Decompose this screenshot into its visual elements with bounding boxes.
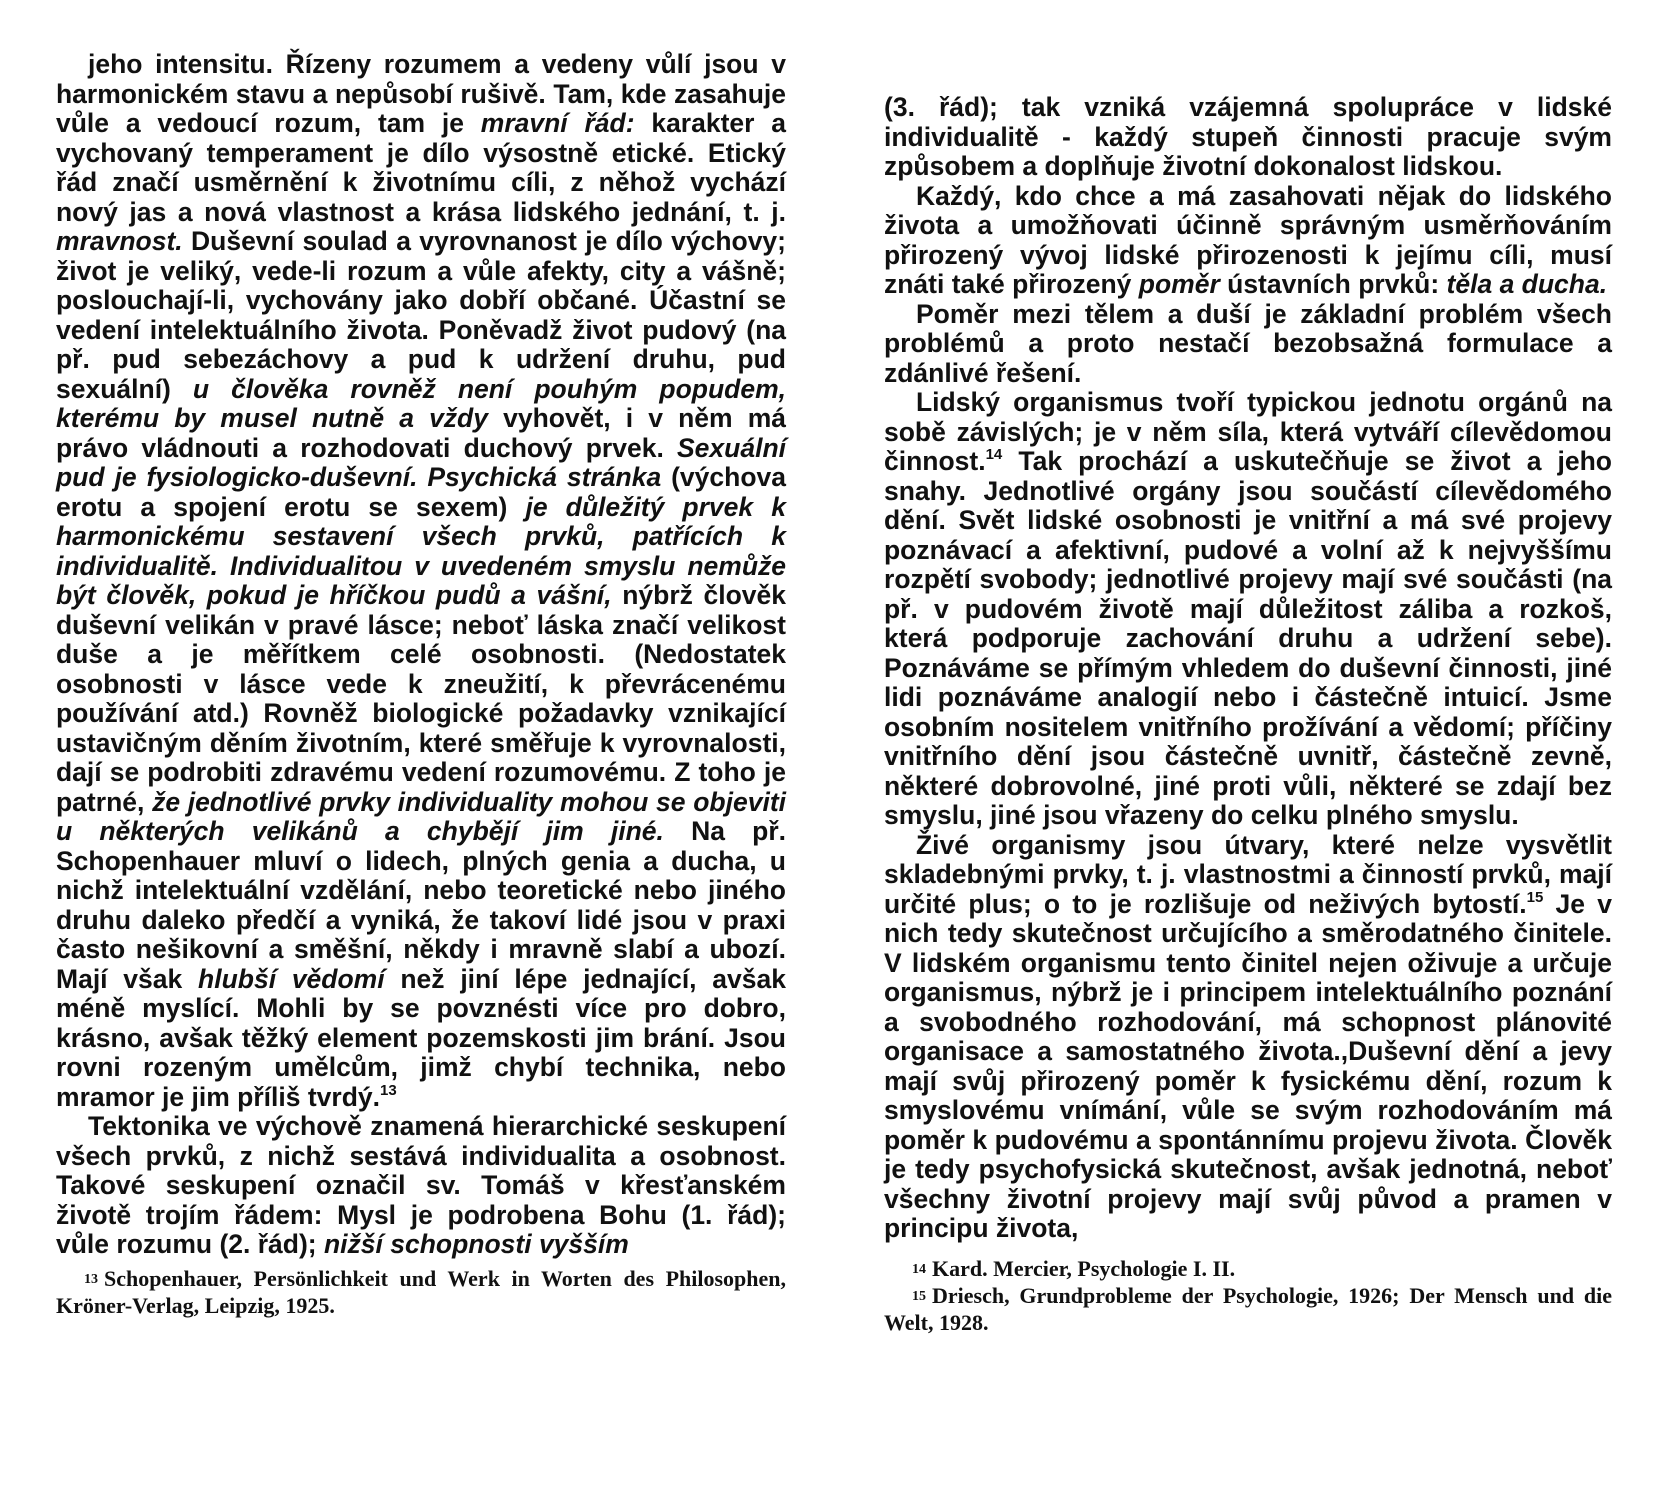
paragraph [884,388,1612,831]
text-run: než jiní lépe jednající, avšak méně myslící. Mohli by se povznésti více pro dobro, krásno, avšak těžký element pozemskosti jim brání. Jsou rovni rozeným umělcům, jimž chybí technika, nebo mramor je jim příliš tvrdý. [56,963,787,1112]
paragraph [884,93,1612,182]
text-run: Duševní soulad a vyrovnanost je dílo výchovy; život je veliký, vede-li rozum a vůle afekty, city a vášně; poslouchají-li, vychovány jako dobří občané. Účastní se vedení intelektuálního života. Poněvadž život pudový (na př. pud sebezáchovy a pud k udržení druhu, pud sexuální) [56,226,786,404]
left-body-text [56,50,786,1260]
footnote-reference: 15 [1526,888,1544,906]
emphasized-text: hlubší vědomí [198,963,385,994]
paragraph [56,1112,786,1260]
text-run: Tektonika ve výchově znamená hierarchické seskupení všech prvků, z nichž sestává individualita a osobnost. Takové seskupení označil sv. Tomáš v křesťanském životě trojím řádem: Mysl je podrobena Bohu (1. řád); vůle rozumu (2. řád); [56,1111,786,1259]
emphasized-text: u člověka rovněž není pouhým popudem, kterému by musel nutně a vždy [56,373,786,433]
right-footnotes [884,1256,1612,1336]
text-run: Na př. Schopenhauer mluví o lidech, plných genia a ducha, u nichž intelektuální vzdělání, nebo teoretické nebo jiného druhu daleko předčí a vyniká, že takoví lidé jsou v praxi často nešikovní a směšní, někdy i mravně slabí a ubozí. Mají však [56,816,786,994]
text-run: karakter a vychovaný temperament je dílo výsostně etické. Etický řád značí usměrnění k životnímu cíli, z něhož vychází nový jas a nová vlastnost a krása lidského jednání, t. j. [56,108,786,227]
footnote-reference: 14 [985,446,1003,463]
footnote-number: 13 [84,1271,98,1287]
footnote [884,1256,1612,1283]
text-run: Lidský organismus tvoří typickou jednotu orgánů na sobě závislých; je v něm síla, která vytváří cílevědomou činnost. [884,387,1612,476]
text-run: Poměr mezi tělem a duší je základní problém všech problémů a proto nestačí bezobsažná formulace a zdánlivé řešení. [884,298,1612,388]
text-run: Tak prochází a uskutečňuje se život a jeho snahy. Jednotlivé orgány jsou součástí cílevědomého dění. Svět lidské osobnosti je vnitřní a má své projevy poznávací a afektivní, pudové a volní až k nejvyššímu rozpětí svobody; jednotlivé projevy mají své součásti (na př. v pudovém životě mají důležitost záliba a rozkoš, která podporuje zachování druhu a udržení sebe). Poznáváme se přímým vhledem do duševní činnosti, jiné lidi poznáváme analogií nebo i částečně intuicí. Jsme osobním nositelem vnitřního prožívání a vědomí; příčiny vnitřního dění jsou částečně uvnitř, částečně zevně, některé dobrovolné, jiné proti vůli, některé se zdají bez smyslu, jiné jsou vřazeny do celku plného smyslu. [884,446,1612,830]
footnote-text: Schopenhauer, Persönlichkeit und Werk in Worten des Philosophen, Kröner-Verlag, Leipzig, 1925. [56,1265,786,1318]
right-page-column [884,93,1612,1336]
footnote-text: Kard. Mercier, Psychologie I. II. [932,1255,1236,1281]
emphasized-text: mravní řád: [480,108,635,138]
text-run: nýbrž člověk duševní velikán v pravé lásce; neboť láska značí velikost duše a je měřítkem celé osobnosti. (Nedostatek osobnosti v lásce vede k zneužití, k převrácenému používání atd.) Rovněž biologické požadavky vznikající ustavičným děním životním, které směřuje k vyrovnalosti, dají se podrobiti zdravému vedení rozumovému. Z toho je patrné, [56,580,786,817]
emphasized-text: mravnost. [56,226,183,256]
footnote-reference: 13 [380,1081,397,1099]
left-page-column [56,50,786,1319]
footnote-number: 14 [912,1261,926,1277]
right-body-text [884,93,1612,1244]
text-run: ústavních prvků: [1219,269,1447,299]
paragraph [884,831,1612,1244]
text-run: Živé organismy jsou útvary, které nelze vysvětlit skladebnými prvky, t. j. vlastnostmi a činností prvků, mají určité plus; o to je rozlišuje od neživých bytostí. [884,829,1612,919]
footnote [884,1283,1612,1336]
emphasized-text: je důležitý prvek k harmonickému sestavení všech prvků, patřících k individualitě. Individualitou v uvedeném smyslu nemůže být člověk, pokud je hříčkou pudů a vášní, [56,491,786,610]
emphasized-text: Sexuální pud je fysiologicko-duševní. Psychická stránka [56,432,786,492]
paragraph [56,50,786,1112]
emphasized-text: že jednotlivé prvky individuality mohou se objeviti u některých velikánů a chybějí jim jiné. [56,786,787,846]
text-run: (výchova erotu a spojení erotu se sexem) [56,462,786,522]
text-run: (3. řád); tak vzniká vzájemná spolupráce v lidské individualitě - každý stupeň činnosti pracuje svým způsobem a doplňuje životní dokonalost lidskou. [884,92,1612,181]
left-footnotes [56,1266,786,1319]
emphasized-text: těla a ducha. [1446,269,1608,299]
emphasized-text: nižší schopnosti vyšším [323,1229,629,1259]
paragraph [884,300,1612,389]
text-run: jeho intensitu. Řízeny rozumem a vedeny vůlí jsou v harmonickém stavu a nepůsobí rušivě. Tam, kde zasahuje vůle a vedoucí rozum, tam je [56,49,786,138]
footnote-text: Driesch, Grundprobleme der Psychologie, 1926; Der Mensch und die Welt, 1928. [884,1282,1612,1335]
footnote-number: 15 [912,1288,926,1304]
paragraph [884,182,1612,300]
emphasized-text: poměr [1138,269,1220,299]
text-run: vyhovět, i v něm má právo vládnouti a rozhodovati duchový prvek. [56,403,786,463]
text-run: Každý, kdo chce a má zasahovati nějak do lidského života a umožňovati účinně správným usměrňováním přirozený vývoj lidské přirozenosti k jejímu cíli, musí znáti také přirozený [884,180,1612,299]
text-run: Je v nich tedy skutečnost určujícího a směrodatného činitele. V lidském organismu tento činitel nejen oživuje a určuje organismus, nýbrž je i principem intelektuálního poznání a svobodného rozhodování, má schopnost plánovité organisace a samostatného života.,Duševní dění a jevy mají svůj přirozený poměr k fysickému dění, rozum k smyslovému vnímání, vůle se svým rozhodováním má poměr k pudovému a spontánnímu projevu života. Člověk je tedy psychofysická skutečnost, avšak jednotná, neboť všechny životní projevy mají svůj původ a pramen v principu života, [884,888,1612,1243]
footnote [56,1266,786,1319]
